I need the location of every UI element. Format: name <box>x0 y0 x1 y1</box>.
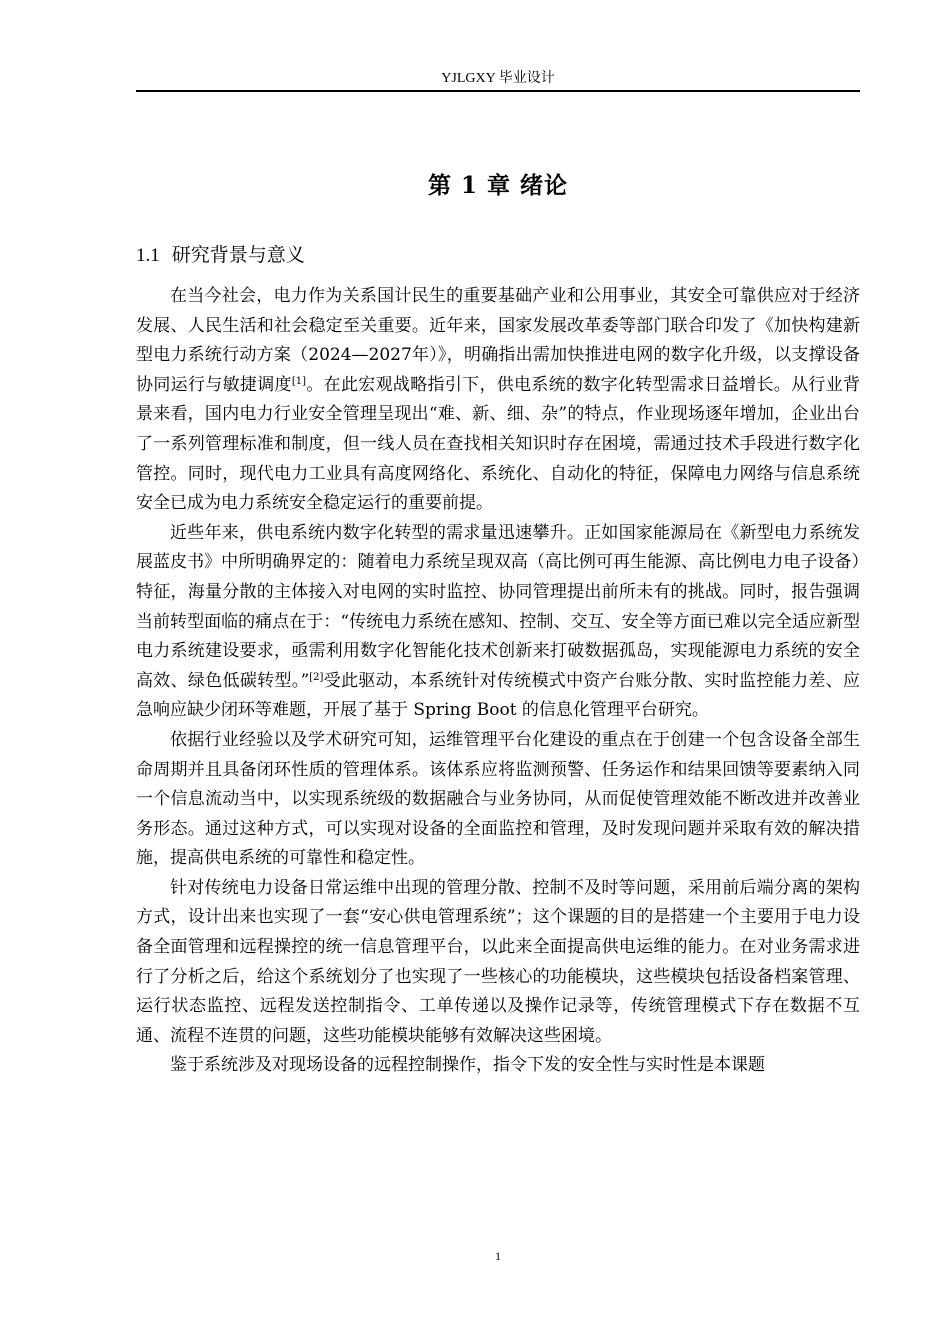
paragraph-2-text-b: 受此驱动，本系统针对传统模式中资产台账分散、实时监控能力差、应急响应缺少闭环等难题，开展了基于 Spring Boot 的信息化管理平台研究。 <box>136 670 860 721</box>
header-divider <box>136 90 860 92</box>
paragraph-5: 鉴于系统涉及对现场设备的远程控制操作，指令下发的安全性与实时性是本课题 <box>170 1055 765 1076</box>
paragraph-4: 针对传统电力设备日常运维中出现的管理分散、控制不及时等问题，采用前后端分离的架构方式，设计出来也实现了一套“安心供电管理系统”；这个课题的目的是搭建一个主要用于电力设备全面管理和远程操控的统一信息管理平台，以此来全面提高供电运维的能力。在对业务需求进行了分析之后，给这个系统划分了也实现了一些核心的功能模块，这些模块包括设备档案管理、运行状态监控、远程发送控制指令、工单传递以及操作记录等，传统管理模式下存在数据不互通、流程不连贯的问题，这些功能模块能够有效解决这些困境。 <box>136 877 860 1046</box>
page-header: YJLGXY 毕业设计 <box>441 71 555 86</box>
paragraph-2-text-a: 近些年来，供电系统内数字化转型的需求量迅速攀升。正如国家能源局在《新型电力系统发展蓝皮书》中所明确界定的：随着电力系统呈现双高（高比例可再生能源、高比例电力电子设备）特征，海量分散的主体接入对电网的实时监控、协同管理提出前所未有的挑战。同时，报告强调当前转型面临的痛点在于：“传统电力系统在感知、控制、交互、安全等方面已难以完全适应新型电力系统建设要求，亟需利用数字化智能化技术创新来打破数据孤岛，实现能源电力系统的安全高效、绿色低碳转型。” <box>136 522 860 691</box>
citation-2: [2] <box>309 671 324 683</box>
body-text <box>136 282 860 1081</box>
chapter-title: 第 1 章 绪论 <box>427 172 569 199</box>
paragraph-1 <box>136 282 860 519</box>
page-number: 1 <box>495 1249 501 1263</box>
paragraph-3: 依据行业经验以及学术研究可知，运维管理平台化建设的重点在于创建一个包含设备全部生命周期并且具备闭环性质的管理体系。该体系应将监测预警、任务运作和结果回馈等要素纳入同一个信息流动当中，以实现系统级的数据融合与业务协同，从而促使管理效能不断改进并改善业务形态。通过这种方式，可以实现对设备的全面监控和管理，及时发现问题并采取有效的解决措施，提高供电系统的可靠性和稳定性。 <box>136 729 860 869</box>
citation-1: [1] <box>291 375 306 387</box>
section-number: 1.1 <box>136 245 160 266</box>
paragraph-1-text-b: 。在此宏观战略指引下，供电系统的数字化转型需求日益增长。从行业背景来看，国内电力行业安全管理呈现出“难、新、细、杂”的特点，作业现场逐年增加，企业出台了一系列管理标准和制度，但一线人员在查找相关知识时存在困境，需通过技术手段进行数字化管控。同时，现代电力工业具有高度网络化、系统化、自动化的特征，保障电力网络与信息系统安全已成为电力系统安全稳定运行的重要前提。 <box>136 374 861 514</box>
paragraph-2 <box>136 519 860 726</box>
paragraph-1-text-a: 在当今社会，电力作为关系国计民生的重要基础产业和公用事业，其安全可靠供应对于经济发展、人民生活和社会稳定至关重要。近年来，国家发展改革委等部门联合印发了《加快构建新型电力系统行动方案（2024—2027年）》，明确指出需加快推进电网的数字化升级，以支撑设备协同运行与敏捷调度 <box>136 286 860 395</box>
section-heading <box>136 241 860 270</box>
section-title: 研究背景与意义 <box>171 244 305 266</box>
